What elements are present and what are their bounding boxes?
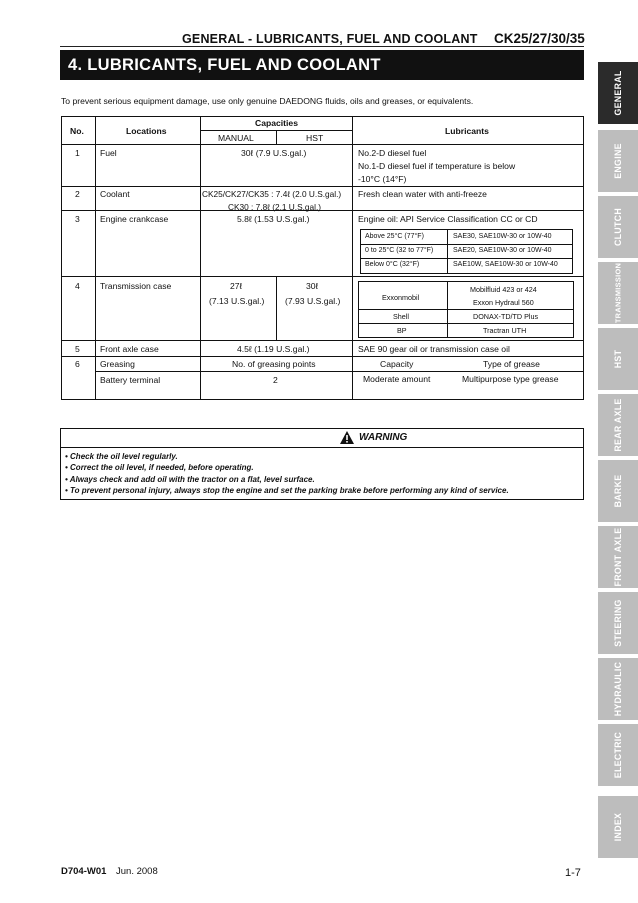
tab-label: FRONT AXLE xyxy=(613,527,623,587)
warning-item-text: Always check and add oil with the tractor on a flat, level surface. xyxy=(69,474,315,484)
row6-lub-type-header: Type of grease xyxy=(483,359,540,369)
header-no: No. xyxy=(70,126,84,136)
tab-label: TRANSMISSION xyxy=(613,262,623,324)
header-manual: MANUAL xyxy=(218,133,254,143)
row6-no: 6 xyxy=(75,359,80,369)
footer-page-number: 1-7 xyxy=(565,867,581,879)
row6-lub-capacity-header: Capacity xyxy=(380,359,414,369)
header-rule xyxy=(60,46,584,47)
tab-label: INDEX xyxy=(613,812,623,842)
tab-transmission[interactable] xyxy=(598,262,638,324)
row6-lub-type-value: Multipurpose type grease xyxy=(462,374,559,384)
row6-location-greasing: Greasing xyxy=(100,359,135,369)
section-banner: 4. LUBRICANTS, FUEL AND COOLANT xyxy=(60,50,584,80)
brand-shell: Shell xyxy=(393,312,409,321)
subtable-row-divider xyxy=(359,309,573,310)
row4-hst-line1: 30ℓ xyxy=(306,281,319,291)
warning-list xyxy=(65,451,509,497)
engine-oil-subtable xyxy=(360,229,573,274)
warning-item: • Check the oil level regularly. xyxy=(65,452,178,461)
row5-lubricant: SAE 90 gear oil or transmission case oil xyxy=(358,344,510,354)
row1-capacity: 30ℓ (7.9 U.S.gal.) xyxy=(241,148,307,158)
row3-capacity: 5.8ℓ (1.53 U.S.gal.) xyxy=(237,214,310,224)
row2-capacity-line2: CK30 : 7.8ℓ (2.1 U.S.gal.) xyxy=(228,202,322,212)
row1-lubricant-line2: No.1-D diesel fuel if temperature is below xyxy=(358,161,516,171)
row3-no: 3 xyxy=(75,214,80,224)
row1-no: 1 xyxy=(75,148,80,158)
row4-location: Transmission case xyxy=(100,281,172,291)
tab-electric[interactable] xyxy=(598,724,638,786)
tab-label: HST xyxy=(613,349,623,369)
tab-label: STEERING xyxy=(613,599,623,647)
tab-index[interactable] xyxy=(598,796,638,858)
row4-hst-line2: (7.93 U.S.gal.) xyxy=(285,296,341,306)
row4-manual-line1: 27ℓ xyxy=(230,281,243,291)
row-divider xyxy=(95,371,583,372)
oil-grade-3: SAE10W, SAE10W-30 or 10W-40 xyxy=(453,261,558,268)
row5-location: Front axle case xyxy=(100,344,159,354)
tab-label: REAR AXLE xyxy=(613,398,623,452)
tab-label: CLUTCH xyxy=(613,208,623,246)
tab-steering[interactable] xyxy=(598,592,638,654)
row3-lubricant: Engine oil: API Service Classification CC or CD xyxy=(358,214,538,224)
row4-no: 4 xyxy=(75,281,80,291)
warning-item-text: Correct the oil level, if needed, before operating. xyxy=(70,463,254,473)
footer-date: Jun. 2008 xyxy=(116,866,158,877)
warning-item-text: To prevent personal injury, always stop the engine and set the parking brake before performing any kind of service. xyxy=(70,486,509,496)
warning-item-text: Check the oil level regularly. xyxy=(70,452,178,461)
oil-temp-2: 0 to 25°C (32 to 77°F) xyxy=(365,247,434,254)
row-divider xyxy=(61,340,583,341)
oil-temp-1: Above 25°C (77°F) xyxy=(365,233,424,240)
col-divider xyxy=(276,130,277,144)
bp-oil: Tractran UTH xyxy=(483,326,527,335)
brand-exxonmobil: Exxonmobil xyxy=(382,293,420,302)
row6-lub-capacity-value: Moderate amount xyxy=(363,374,431,384)
row1-lubricant-line3: -10°C (14°F) xyxy=(358,174,407,184)
oil-grade-2: SAE20, SAE10W-30 or 10W-40 xyxy=(453,247,552,254)
header-locations: Locations xyxy=(126,126,167,136)
exxon-oil-2: Exxon Hydraul 560 xyxy=(473,298,534,307)
transmission-oil-subtable xyxy=(358,281,574,338)
tab-hst[interactable] xyxy=(598,328,638,390)
header-hst: HST xyxy=(306,133,324,143)
tab-label: ELECTRIC xyxy=(613,731,623,779)
header-lubricants: Lubricants xyxy=(445,126,489,136)
row6-capacity-value: 2 xyxy=(273,375,278,385)
row2-no: 2 xyxy=(75,189,80,199)
tab-label: ENGINE xyxy=(613,143,623,179)
header-capacities: Capacities xyxy=(255,118,298,128)
subtable-row-divider xyxy=(361,244,572,245)
row6-location-battery: Battery terminal xyxy=(100,375,161,385)
tab-label: BARKE xyxy=(613,474,623,508)
warning-box xyxy=(60,428,584,500)
row-divider xyxy=(61,210,583,211)
oil-temp-3: Below 0°C (32°F) xyxy=(365,261,420,268)
oil-grade-1: SAE30, SAE10W-30 or 10W-40 xyxy=(453,233,552,240)
brand-bp: BP xyxy=(397,326,407,335)
subtable-divider xyxy=(447,230,448,273)
tab-barke[interactable] xyxy=(598,460,638,522)
col-divider xyxy=(276,276,277,340)
row1-location: Fuel xyxy=(100,148,117,158)
subtable-row-divider xyxy=(359,323,573,324)
running-header-title: GENERAL - LUBRICANTS, FUEL AND COOLANT xyxy=(182,32,478,46)
tab-general[interactable] xyxy=(598,62,638,124)
row4-manual-line2: (7.13 U.S.gal.) xyxy=(209,296,265,306)
running-header-model: CK25/27/30/35 xyxy=(494,31,585,46)
exxon-oil-1: Mobilfluid 423 or 424 xyxy=(470,285,537,294)
tab-front-axle[interactable] xyxy=(598,526,638,588)
footer-doc-code: D704-W01 xyxy=(61,866,107,877)
tab-label: HYDRAULIC xyxy=(613,661,623,717)
row2-lubricant: Fresh clean water with anti-freeze xyxy=(358,189,487,199)
row-divider xyxy=(61,144,583,145)
row1-lubricant-line1: No.2-D diesel fuel xyxy=(358,148,427,158)
warning-title: WARNING xyxy=(359,432,408,443)
warning-item: • Always check and add oil with the tractor on a flat, level surface. xyxy=(65,474,315,484)
intro-text: To prevent serious equipment damage, use only genuine DAEDONG fluids, oils and greases, or equivalents. xyxy=(61,96,474,106)
warning-header xyxy=(61,429,583,448)
row5-no: 5 xyxy=(75,344,80,354)
warning-item: • Correct the oil level, if needed, before operating. xyxy=(65,463,254,473)
row5-capacity: 4.5ℓ (1.19 U.S.gal.) xyxy=(237,344,310,354)
tab-rear-axle[interactable] xyxy=(598,394,638,456)
shell-oil: DONAX-TD/TD Plus xyxy=(473,312,539,321)
warning-item: • To prevent personal injury, always stop the engine and set the parking brake before performing any kind of service. xyxy=(65,486,509,496)
row-divider xyxy=(200,130,352,131)
warning-triangle-icon xyxy=(340,431,354,444)
tab-clutch[interactable] xyxy=(598,196,638,258)
row2-location: Coolant xyxy=(100,189,130,199)
row-divider xyxy=(61,186,583,187)
tab-engine[interactable] xyxy=(598,130,638,192)
tab-label: GENERAL xyxy=(613,70,623,116)
row-divider xyxy=(61,356,583,357)
subtable-row-divider xyxy=(361,258,572,259)
row6-capacity-header: No. of greasing points xyxy=(232,359,316,369)
row-divider xyxy=(61,276,583,277)
row2-capacity-line1: CK25/CK27/CK35 : 7.4ℓ (2.0 U.S.gal.) xyxy=(202,189,342,199)
tab-hydraulic[interactable] xyxy=(598,658,638,720)
row3-location: Engine crankcase xyxy=(100,214,169,224)
